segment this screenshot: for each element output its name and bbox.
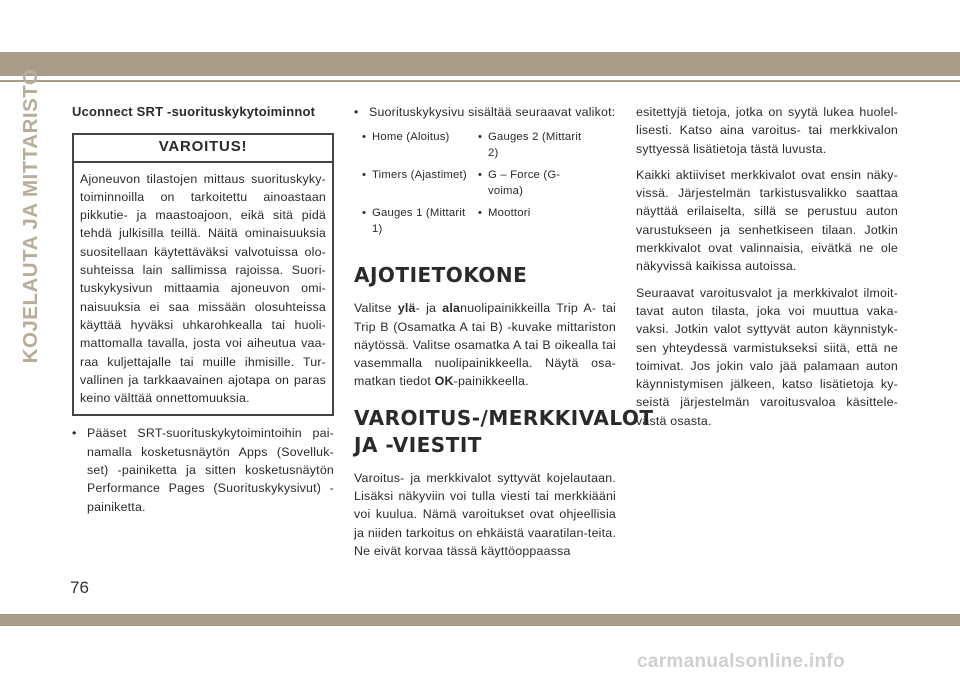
warning-heading: VAROITUS! bbox=[74, 135, 332, 162]
menu-list bbox=[362, 129, 616, 237]
text-run: Valitse bbox=[354, 301, 398, 316]
bullet-icon: • bbox=[354, 105, 359, 119]
column-2 bbox=[354, 103, 654, 568]
warning-text: Ajoneuvon tilastojen mittaus suorituskyky-toiminnoilla on tarkoitettu ainoastaan pikkutie- ja maastoajoon, eikä sitä pidä tehdä julkisilla teillä. Näitä ominaisuuksia suositellaan käytettäväksi valvotuissa olo-suhteissa lain sallimissa rajoissa. Suori-tuskykysivun mittaamia ajoneuvon omi-naisuuksia ei saa missään olosuhteissa käyttää hyväksi uhkarohkealla tai huoli-mattomalla tavalla, josta voi aiheutua vaa-raa kuljettajalle tai muille ihmisille. Tur-vallinen ja tarkkaavainen ajotapa on paras keino välttää onnettomuuksia. bbox=[80, 171, 326, 406]
text-bold: ylä bbox=[397, 301, 416, 316]
text-run: nuolipainikkeilla Trip A- tai Trip B (Osamatka A tai B) -kuvake mittariston näytössä. Valitse osamatka A tai B oikealla tai vasemmalla nuolipainikkeella. Näytä osa-matkan tiedot bbox=[354, 301, 616, 389]
paragraph: Kaikki aktiiviset merkkivalot ovat ensin näky-vissä. Järjestelmän tarkistusvalikko saattaa näyttää erilaiselta, sillä se perustuu auton varustukseen ja senhetkiseen tilaan. Jotkin merkkivalot ovat valinnaisia, eivätkä ne ole näkyvissä kaikissa autoissa. bbox=[636, 167, 898, 274]
menu-item-label: Moottori bbox=[488, 207, 531, 220]
bullet-icon: • bbox=[478, 169, 483, 182]
footer-band bbox=[0, 614, 960, 626]
menu-item bbox=[362, 129, 478, 161]
menu-item bbox=[478, 205, 594, 237]
warning-lights-text: Varoitus- ja merkkivalot syttyvät kojelautaan. Lisäksi näkyviin voi tulla viesti tai merkkiääni voi kuulua. Nämä varoitukset ovat ohjeellisia ja niiden tarkoitus on ehkäistä vaaratilan-teita. Ne eivät korvaa tässä käyttöoppaassa bbox=[354, 470, 616, 558]
text-run: -painikkeella. bbox=[453, 374, 529, 389]
column-3 bbox=[636, 103, 898, 438]
bullet-icon: • bbox=[362, 207, 367, 220]
menu-item-label: G – Force (G-voima) bbox=[488, 169, 561, 198]
bullet-icon: • bbox=[362, 169, 367, 182]
page-number: 76 bbox=[70, 578, 89, 597]
bullet-text: Pääset SRT-suorituskykytoimintoihin pai-namalla kosketusnäytön Apps (Sovelluk-set) -painiketta ja sitten kosketusnäytön Performance Pages (Suorituskykysivut) -painiketta. bbox=[87, 426, 334, 514]
bullet-icon: • bbox=[478, 131, 483, 144]
list-item bbox=[354, 103, 616, 121]
text-bold: OK bbox=[434, 374, 454, 389]
menu-item-label: Gauges 2 (Mittarit 2) bbox=[488, 131, 582, 160]
chapter-side-title bbox=[14, 68, 48, 364]
column-1 bbox=[72, 103, 334, 516]
menu-item bbox=[478, 167, 594, 199]
bullet-icon: • bbox=[478, 207, 483, 220]
watermark: carmanualsonline.info bbox=[637, 651, 845, 672]
menu-item-label: Home (Aloitus) bbox=[372, 131, 450, 144]
heading-trip-computer: AJOTIETOKONE bbox=[354, 263, 528, 288]
header-band bbox=[0, 52, 960, 76]
paragraph: Seuraavat varoitusvalot ja merkkivalot ilmoit-tavat auton tilasta, joka voi muuttua vaka-vaksi. Jotkin valot syttyvät auton käynnistyk-sen yhteydessä varmistukseksi siitä, että ne toimivat. Jos jokin valo jää palamaan auton käynnistymisen jälkeen, katso lisätietoja ky-seistä järjestelmän varoitusvaloa käsittele-västä osasta. bbox=[636, 285, 898, 428]
paragraph: esitettyjä tietoja, jotka on syytä lukea huolel-lisesti. Katso aina varoitus- tai merkkivalon syttyessä lisätietoja tästä luvusta. bbox=[636, 105, 898, 156]
section-title: Uconnect SRT -suorituskykytoiminnot bbox=[72, 104, 316, 119]
text-run: - ja bbox=[415, 301, 443, 316]
menu-item bbox=[478, 129, 594, 161]
menu-item bbox=[362, 167, 478, 199]
menu-item bbox=[362, 205, 478, 237]
bullet-icon: • bbox=[362, 131, 367, 144]
menu-item-label: Gauges 1 (Mittarit 1) bbox=[372, 207, 466, 236]
bullet-text: Suorituskykysivu sisältää seuraavat valikot: bbox=[369, 105, 616, 119]
text-bold: ala bbox=[442, 301, 461, 316]
trip-computer-text bbox=[354, 299, 616, 390]
menu-item-label: Timers (Ajastimet) bbox=[372, 169, 467, 182]
chapter-side-title-text: KOJELAUTA JA MITTARISTO bbox=[19, 68, 42, 364]
heading-warning-lights: VAROITUS-/MERKKIVALOT JA -VIESTIT bbox=[354, 405, 654, 457]
header-rule bbox=[0, 80, 960, 82]
warning-box bbox=[72, 133, 334, 416]
bullet-icon: • bbox=[72, 426, 77, 441]
list-item bbox=[72, 424, 334, 515]
